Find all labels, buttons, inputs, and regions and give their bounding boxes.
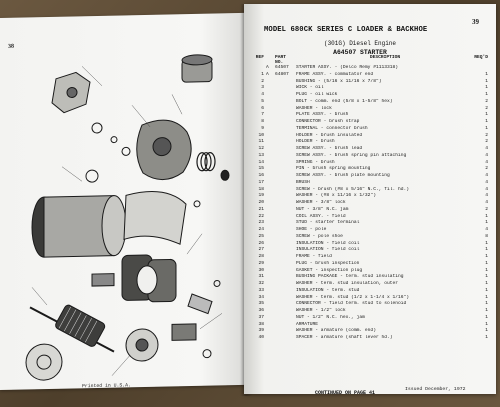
table-row (248, 247, 492, 254)
table-row (248, 274, 492, 281)
table-row (248, 308, 492, 315)
ref-cell: 2 (261, 78, 264, 84)
desc-cell: BUSHING PACKAGE - term. stud insulating (296, 274, 404, 280)
table-row (248, 200, 492, 207)
table-row (248, 214, 492, 221)
desc-cell: WASHER - term. stud insulation, outer (296, 281, 398, 286)
ref-cell: 1 (261, 71, 264, 77)
prefix-cell (266, 153, 275, 160)
ref-cell: 10 (258, 132, 264, 138)
req-cell: 4 (485, 227, 488, 232)
desc-cell: WASHER - armature (comm. end) (296, 328, 376, 334)
part-cell (275, 126, 296, 133)
req-cell: 4 (485, 159, 488, 165)
req-cell: 1 (485, 112, 488, 118)
desc-cell: INSULATION - field coil (296, 240, 360, 246)
req-cell: 1 (485, 119, 488, 124)
prefix-cell (266, 166, 275, 173)
table-row (248, 187, 492, 194)
req-cell: 1 (485, 335, 488, 340)
desc-cell: SCREW - brush (#8 x 5/16" N.C., fil. hd.) (296, 186, 410, 192)
req-cell: 1 (485, 287, 488, 293)
desc-cell: SCREW ASSY. - brush plate mounting (296, 173, 390, 178)
prefix-cell (266, 268, 275, 275)
ref-cell: 29 (258, 260, 264, 266)
prefix-cell (266, 247, 275, 254)
part-cell (275, 274, 296, 281)
desc-cell: SCREW ASSY. - brush spring pin attaching (296, 152, 407, 158)
req-cell: 2 (485, 166, 488, 172)
desc-cell: INSULATION - term. stud (296, 287, 360, 293)
ref-cell: 9 (261, 125, 264, 131)
prefix-cell (266, 193, 275, 200)
prefix-cell (266, 200, 275, 207)
table-row (248, 261, 492, 268)
req-cell: 4 (485, 200, 488, 205)
page-header (264, 18, 494, 36)
req-cell: 1 (485, 220, 488, 226)
part-cell (275, 322, 296, 329)
starter-exploded-diagram (22, 53, 237, 393)
part-cell (275, 92, 296, 99)
desc-cell: PIN - brush spring mounting (296, 166, 371, 172)
part-cell (275, 187, 296, 194)
prefix-cell (266, 106, 275, 113)
prefix-cell (266, 112, 275, 119)
table-row (248, 315, 492, 322)
desc-cell: FRAME - field (296, 254, 332, 259)
req-cell: 1 (485, 240, 488, 246)
prefix-cell (266, 187, 275, 194)
req-cell: 2 (485, 105, 488, 111)
ref-cell: 8 (261, 119, 264, 124)
part-cell (275, 106, 296, 113)
desc-cell: SPACER - armature (shaft lever hd.) (296, 335, 393, 340)
req-cell: 1 (485, 92, 488, 97)
ref-cell (248, 65, 266, 72)
part-cell (275, 328, 296, 335)
req-cell: 2 (485, 132, 488, 138)
part-cell (275, 335, 296, 342)
table-row (248, 241, 492, 248)
prefix-cell (266, 308, 275, 315)
table-row (248, 234, 492, 241)
prefix-cell (266, 214, 275, 221)
desc-cell: BUSHING - (5/16 x 11/16 x 7/8") (296, 78, 382, 84)
ref-cell: 27 (258, 247, 264, 253)
desc-cell: INSULATION - field coil (296, 247, 360, 253)
desc-cell: GASKET - inspection plug (296, 267, 363, 273)
ref-cell: 20 (258, 200, 264, 205)
part-cell (275, 112, 296, 119)
part-cell (275, 139, 296, 146)
prefix-cell (266, 274, 275, 281)
part-cell (275, 173, 296, 180)
desc-cell: NUT - 1/2" N.C. hex., jam (296, 314, 365, 320)
part-cell (275, 133, 296, 140)
continued-note: CONTINUED ON PAGE 41 (315, 390, 376, 396)
req-cell (474, 65, 488, 72)
ref-cell: 37 (258, 314, 264, 320)
ref-cell: 40 (258, 335, 264, 340)
req-cell: 4 (485, 173, 488, 178)
prefix-cell: A (266, 71, 269, 77)
ref-cell: 16 (258, 173, 264, 178)
ref-cell: 18 (258, 186, 264, 192)
desc-cell: ARMATURE (296, 321, 319, 327)
desc-cell: STARTER ASSY. - (Delco Remy #1113318) (296, 65, 398, 70)
desc-cell: NUT - 3/8" N.C. jam (296, 206, 349, 212)
part-cell (275, 261, 296, 268)
part-cell (275, 301, 296, 308)
req-cell: 1 (485, 328, 488, 334)
prefix-cell (266, 173, 275, 180)
left-page (0, 13, 250, 390)
req-cell: 1 (485, 274, 488, 280)
part-cell (275, 268, 296, 275)
prefix-cell: A (266, 65, 269, 70)
desc-cell: BOLT - comm. end (5/8 x 1-5/8" hex) (296, 98, 393, 104)
prefix-cell (266, 99, 275, 106)
part-cell (275, 241, 296, 248)
part-cell: 64507 (275, 65, 289, 70)
req-cell: 4 (485, 152, 488, 158)
part-cell (275, 85, 296, 92)
req-cell: 1 (485, 71, 488, 77)
starter-subtitle: A64507 STARTER (333, 49, 387, 56)
ref-cell: 39 (258, 328, 264, 334)
req-cell: 2 (485, 139, 488, 145)
desc-cell: WASHER - 3/8" lock (296, 200, 346, 205)
req-cell: 1 (485, 125, 488, 131)
table-row (248, 119, 492, 126)
prefix-cell (266, 295, 275, 302)
ref-cell: 24 (258, 227, 264, 232)
table-row (248, 160, 492, 167)
table-row (248, 106, 492, 113)
left-page-number: 38 (8, 43, 14, 50)
table-row (248, 153, 492, 160)
ref-cell: 3 (261, 85, 264, 91)
table-row (248, 92, 492, 99)
table-row (248, 335, 492, 342)
desc-cell: HOLDER - brush insulated (296, 132, 363, 138)
ref-cell: 36 (258, 308, 264, 313)
prefix-cell (266, 254, 275, 261)
table-row (248, 112, 492, 119)
part-cell (275, 193, 296, 200)
prefix-cell (266, 288, 275, 295)
desc-cell: WASHER - 1/2" lock (296, 308, 346, 313)
req-cell: 1 (485, 78, 488, 84)
table-row (248, 139, 492, 146)
req-cell: 1 (485, 308, 488, 313)
req-cell: 1 (485, 254, 488, 259)
desc-cell: TERMINAL - connector brush (296, 125, 368, 131)
req-cell: 1 (485, 281, 488, 286)
ref-cell: 19 (258, 193, 264, 199)
prefix-cell (266, 85, 275, 92)
desc-cell: PLATE ASSY. - brush (296, 112, 349, 118)
req-cell: 4 (485, 179, 488, 185)
ref-cell: 14 (258, 159, 264, 165)
ref-cell: 33 (258, 287, 264, 293)
prefix-cell (266, 133, 275, 140)
ref-cell: 7 (261, 112, 264, 118)
ref-cell: 38 (258, 321, 264, 327)
table-row (248, 227, 492, 234)
ref-cell: 28 (258, 254, 264, 259)
ref-cell: 21 (258, 206, 264, 212)
table-row (248, 85, 492, 92)
prefix-cell (266, 301, 275, 308)
table-row (248, 79, 492, 86)
ref-cell: 6 (261, 105, 264, 111)
prefix-cell (266, 335, 275, 342)
part-cell (275, 99, 296, 106)
table-row (248, 126, 492, 133)
part-cell (275, 166, 296, 173)
ref-cell: 5 (261, 98, 264, 104)
part-cell (275, 207, 296, 214)
ref-cell: 4 (261, 92, 264, 97)
req-cell: 2 (485, 98, 488, 104)
col-ref: REF (255, 55, 264, 60)
table-row (248, 133, 492, 140)
ref-cell: 17 (258, 179, 264, 185)
ref-cell: 23 (258, 220, 264, 226)
table-row (248, 146, 492, 153)
engine-subtitle: (301G) Diesel Engine (323, 40, 396, 47)
part-cell (275, 153, 296, 160)
parts-list-header (248, 55, 492, 65)
req-cell: 8 (485, 233, 488, 239)
col-desc: DESCRIPTION (369, 55, 401, 60)
table-row (248, 301, 492, 308)
desc-cell: WASHER - term. stud (1/2 x 1-1/4 x 1/16") (296, 294, 410, 300)
part-cell (275, 295, 296, 302)
table-row (248, 254, 492, 261)
req-cell: 1 (485, 213, 488, 219)
req-cell: 1 (485, 314, 488, 320)
desc-cell: BRUSH (296, 179, 310, 185)
desc-cell: SCREW - pole shoe (296, 233, 343, 239)
req-cell: 1 (485, 321, 488, 327)
right-page-number: 39 (472, 18, 479, 26)
ref-cell: 32 (258, 281, 264, 286)
desc-cell: PLUG - brush inspection (296, 260, 360, 266)
req-cell: 4 (485, 146, 488, 151)
parts-rows (248, 65, 492, 342)
desc-cell: SHOE - pole (296, 227, 327, 232)
prefix-cell (266, 234, 275, 241)
prefix-cell (266, 322, 275, 329)
ref-cell: 11 (258, 139, 264, 145)
table-row (248, 166, 492, 173)
req-cell: 1 (485, 301, 488, 307)
table-row (248, 207, 492, 214)
ref-cell: 15 (258, 166, 264, 172)
prefix-cell (266, 119, 275, 126)
part-cell (275, 227, 296, 234)
desc-cell: SPRING - brush (296, 159, 335, 165)
desc-cell: WICK - oil (296, 85, 324, 91)
prefix-cell (266, 241, 275, 248)
desc-cell: FRAME ASSY. - commutator end (296, 71, 374, 77)
col-part: PART NO. (275, 55, 287, 65)
right-footer: Issued December, 1972 (405, 387, 466, 392)
part-cell (275, 146, 296, 153)
ref-cell: 13 (258, 152, 264, 158)
table-row (248, 65, 492, 72)
prefix-cell (266, 207, 275, 214)
part-cell: 64807 (275, 71, 289, 77)
parts-list (248, 55, 492, 342)
prefix-cell (266, 126, 275, 133)
prefix-cell (266, 146, 275, 153)
ref-cell: 12 (258, 146, 264, 151)
prefix-cell (266, 139, 275, 146)
table-row (248, 295, 492, 302)
ref-cell: 34 (258, 294, 264, 300)
req-cell: 1 (485, 85, 488, 91)
table-row (248, 268, 492, 275)
part-cell (275, 214, 296, 221)
table-row (248, 99, 492, 106)
req-cell: 1 (485, 247, 488, 253)
ref-cell: 26 (258, 240, 264, 246)
table-row (248, 193, 492, 200)
col-req: REQ'D (474, 55, 488, 60)
prefix-cell (266, 79, 275, 86)
prefix-cell (266, 92, 275, 99)
prefix-cell (266, 281, 275, 288)
part-cell (275, 119, 296, 126)
table-row (248, 72, 492, 79)
ref-cell: 35 (258, 301, 264, 307)
desc-cell: CONNECTOR - brush strap (296, 119, 360, 124)
req-cell: 1 (485, 267, 488, 273)
part-cell (275, 160, 296, 167)
part-cell (275, 220, 296, 227)
part-cell (275, 200, 296, 207)
ref-cell: 31 (258, 274, 264, 280)
req-cell: 4 (485, 186, 488, 192)
prefix-cell (266, 328, 275, 335)
table-row (248, 322, 492, 329)
table-row (248, 328, 492, 335)
part-cell (275, 315, 296, 322)
req-cell: 1 (485, 294, 488, 300)
desc-cell: WASHER - lock (296, 105, 332, 111)
part-cell (275, 247, 296, 254)
part-cell (275, 79, 296, 86)
ref-cell: 25 (258, 233, 264, 239)
prefix-cell (266, 160, 275, 167)
part-cell (275, 288, 296, 295)
prefix-cell (266, 315, 275, 322)
prefix-cell (266, 220, 275, 227)
part-cell (275, 281, 296, 288)
part-cell (275, 234, 296, 241)
desc-cell: STUD - starter terminal (296, 220, 360, 226)
part-cell (275, 180, 296, 187)
ref-cell: 30 (258, 267, 264, 273)
req-cell: 4 (485, 193, 488, 199)
table-row (248, 281, 492, 288)
desc-cell: HOLDER - brush (296, 139, 335, 145)
ref-cell: 22 (258, 213, 264, 219)
desc-cell: CONNECTOR - field term. stud to solenoid (296, 301, 407, 307)
part-cell (275, 308, 296, 315)
table-row (248, 220, 492, 227)
manual-title: MODEL 680CK SERIES C LOADER & BACKHOE (264, 26, 428, 34)
prefix-cell (266, 180, 275, 187)
left-footer: Printed in U.S.A. (82, 383, 131, 390)
table-row (248, 173, 492, 180)
prefix-cell (266, 261, 275, 268)
desc-cell: SCREW ASSY. - brush lead (296, 146, 363, 151)
table-row (248, 288, 492, 295)
desc-cell: PLUG - oil wick (296, 92, 338, 97)
table-row (248, 180, 492, 187)
req-cell: 1 (485, 260, 488, 266)
prefix-cell (266, 227, 275, 234)
desc-cell: COIL ASSY. - field (296, 213, 346, 219)
part-cell (275, 254, 296, 261)
desc-cell: WASHER - (#8 x 11/16 x 1/32") (296, 193, 376, 199)
req-cell: 2 (485, 206, 488, 212)
